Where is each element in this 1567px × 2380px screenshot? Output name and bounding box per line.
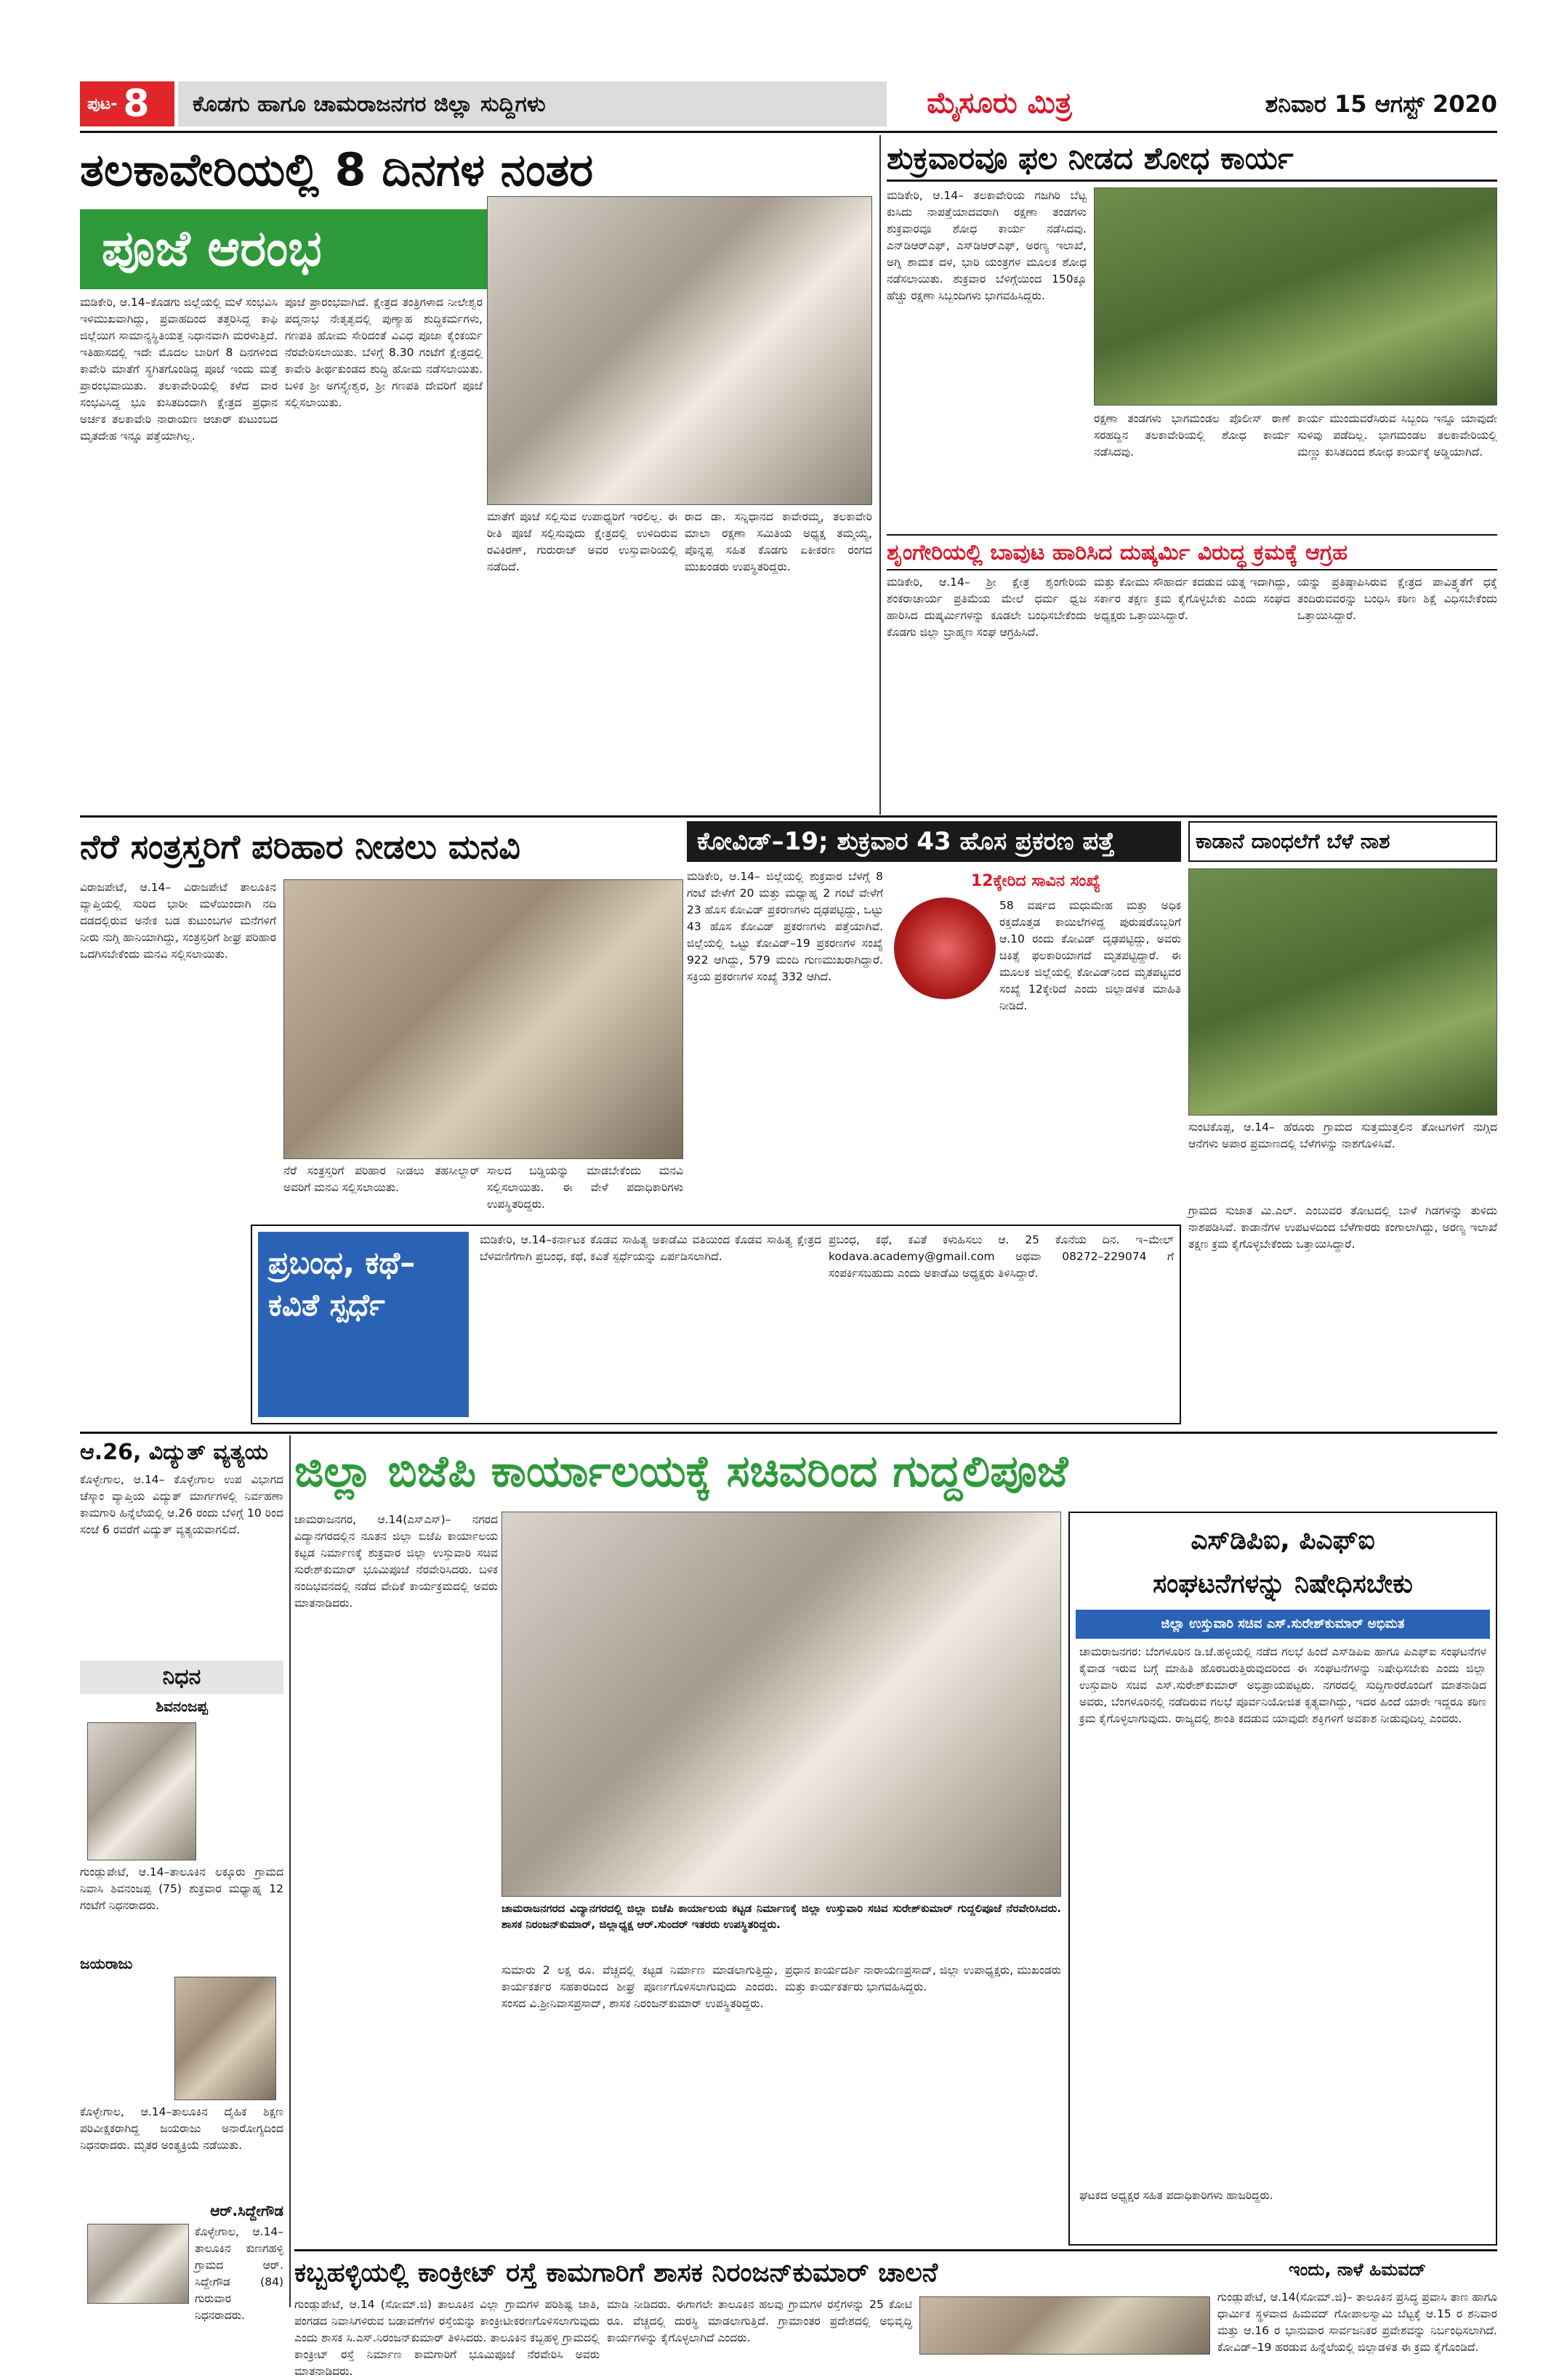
nere-col2: ಸಾಲದ ಬಡ್ಡಿಯನ್ನು ಮಾಡಬೇಕೆಂದು ಮನವಿ ಸಲ್ಲಿಸಲಾಯಿತು. ಈ ವೇಳೆ ಪದಾಧಿಕಾರಿಗಳು ಉಪಸ್ಥಿತರಿದ್ದರು.: [487, 1164, 683, 1211]
newspaper-logo: ಮೈಸೂರು ಮಿತ್ರ: [927, 85, 1072, 120]
sringeri-col2: ಮತ್ತು ಕೋಮು ಸೌಹಾರ್ದ ಕದಡುವ ಯತ್ನ ಇದಾಗಿದ್ದು, ಸರ್ಕಾರ ತಕ್ಷಣ ಕ್ರಮ ಕೈಗೊಳ್ಳಬೇಕು ಎಂದು ಸಂಘದ ಅಧ್ಯಕ್ಷರು ಒತ್ತಾಯಿಸಿದ್ದಾರೆ.: [1094, 576, 1290, 622]
covid-headline: ಕೋವಿಡ್–19; ಶುಕ್ರವಾರ 43 ಹೊಸ ಪ್ರಕರಣ ಪತ್ತೆ: [687, 821, 1181, 862]
himavad-body: ಗುಂಡ್ಲುಪೇಟೆ, ಆ.14(ಸೋಮ್.ಜಿ)– ತಾಲೂಕಿನ ಪ್ರಸಿದ್ಧ ಪ್ರವಾಸಿ ತಾಣ ಹಾಗೂ ಧಾರ್ಮಿಕ ಸ್ಥಳವಾದ ಹಿಮವದ್ ಗೋಪಾಲಸ್ವಾಮಿ ಬೆಟ್ಟಕ್ಕೆ ಆ.15 ರ ಶನಿವಾರ ಮತ್ತು ಆ.16 ರ ಭಾನುವಾರ ಸಾರ್ವಜನಿಕರ ಪ್ರವೇಶವನ್ನು ನಿರ್ಬಂಧಿಸಲಾಗಿದೆ. ಕೋವಿಡ್–19 ಹರಡುವ ಹಿನ್ನೆಲೆಯಲ್ಲಿ ಜಿಲ್ಲಾಡಳಿತ ಈ ಕ್ರಮ ಕೈಗೊಂಡಿದೆ.: [1217, 2291, 1497, 2354]
nere-photo: [283, 879, 683, 1159]
kabbahalli-photo: [919, 2296, 1210, 2355]
nere-caption: ನೆರೆ ಸಂತ್ರಸ್ತರಿಗೆ ಪರಿಹಾರ ನೀಡಲು ತಹಸೀಲ್ದಾರ್ ಅವರಿಗೆ ಮನವಿ ಸಲ್ಲಿಸಲಾಯಿತು.: [283, 1164, 480, 1194]
landslide-photo: [1094, 187, 1497, 406]
sdpi-kicker: ಜಿಲ್ಲಾ ಉಸ್ತುವಾರಿ ಸಚಿವ ಎಸ್.ಸುರೇಶ್‌ಕುಮಾರ್ ಅಭಿಮತ: [1076, 1610, 1490, 1639]
nidhana-person2-name: ಜಯರಾಜು: [80, 1955, 133, 1972]
talakaveri-col1: ಮಡಿಕೇರಿ, ಆ.14–ಕೊಡಗು ಜಿಲ್ಲೆಯಲ್ಲಿ ಮಳೆ ಸಂಭವಿಸಿ ಇಳಿಮುಖವಾಗಿದ್ದು, ಪ್ರವಾಹದಿಂದ ತತ್ತರಿಸಿದ್ದ ಕಾಫಿ ಜಿಲ್ಲೆಯಿಗ ಸಾಮಾನ್ಯಸ್ಥಿತಿಯತ್ತ ನಿಧಾನವಾಗಿ ಮರಳುತ್ತಿದೆ. ಇತಿಹಾಸದಲ್ಲಿ ಇದೇ ಮೊದಲ ಬಾರಿಗೆ 8 ದಿನಗಳಿಂದ ಕಾವೇರಿ ಮಾತೆಗೆ ಸ್ಥಗಿತಗೊಂಡಿದ್ದ ಪೂಜೆ ಇಂದು ಮತ್ತೆ ಪ್ರಾರಂಭವಾಯಿತು. ತಲಕಾವೇರಿಯಲ್ಲಿ ಕಳೆದ ವಾರ ಸಂಭವಿಸಿದ್ದ ಭೂ ಕುಸಿತದಿಂದಾಗಿ ಕ್ಷೇತ್ರದ ಪ್ರಧಾನ ಅರ್ಚಕ ತಲಕಾವೇರಿ ನಾರಾಯಣ ಆಚಾರ್ ಕುಟುಂಬದ ಮೃತದೇಹ ಇನ್ನೂ ಪತ್ತೆಯಾಗಿಲ್ಲ.: [80, 296, 278, 443]
sdpi-headline-1: ಎಸ್‌ಡಿಪಿಐ, ಪಿಎಫ್‌ಐ: [1191, 1525, 1375, 1555]
page-number: 8: [123, 82, 150, 126]
nidhana-person1-photo: [87, 1722, 196, 1860]
nidhana-title: ನಿಧನ: [80, 1661, 283, 1694]
kadane-caption: ಸುಂಟಿಕೊಪ್ಪ, ಆ.14– ಹೆರೂರು ಗ್ರಾಮದ ಸುತ್ತಮುತ್ತಲಿನ ತೋಟಗಳಿಗೆ ನುಗ್ಗಿದ ಆನೆಗಳು ಅಪಾರ ಪ್ರಮಾಣದಲ್ಲಿ ಬೆಳೆಗಳನ್ನು ನಾಶಗೊಳಿಸಿವೆ.: [1188, 1121, 1497, 1150]
issue-date: ಶನಿವಾರ 15 ಆಗಸ್ಟ್ 2020: [1265, 89, 1497, 118]
shodha-col2: ಕಾರ್ಯ ಮುಂದುವರೆಸಿರುವ ಸಿಬ್ಬಂದಿ ಇನ್ನೂ ಯಾವುದೇ ಸುಳಿವು ಪಡೆದಿಲ್ಲ. ಭಾಗಮಂಡಲ ತಲಕಾವೇರಿಯಲ್ಲಿ ಮಣ್ಣು ಕುಸಿತದಿಂದ ಶೋಧ ಕಾರ್ಯಕ್ಕೆ ಅಡ್ಡಿಯಾಗಿದೆ.: [1297, 412, 1497, 459]
bjp-headline: ಜಿಲ್ಲಾ ಬಿಜೆಪಿ ಕಾರ್ಯಾಲಯಕ್ಕೆ ಸಚಿವರಿಂದ ಗುದ್ದಲಿಪೂಜೆ: [294, 1446, 1068, 1497]
talakaveri-col3: ಮಾತೆಗೆ ಪೂಜೆ ಸಲ್ಲಿಸುವ ಉಪಾಧ್ಯರಿಗೆ ಇರಲಿಲ್ಲ. ಈ ರೀತಿ ಪೂಜೆ ಸಲ್ಲಿಸುವುದು ಕ್ಷೇತ್ರದಲ್ಲಿ ಉಳಿದಿರುವ ರವಿಕಿರಣ್, ಗುರುರಾಜ್ ಅವರ ಉಸ್ತುವಾರಿಯಲ್ಲಿ ನಡೆದಿದೆ.: [487, 510, 677, 573]
nere-headline: ನೆರೆ ಸಂತ್ರಸ್ತರಿಗೆ ಪರಿಹಾರ ನೀಡಲು ಮನವಿ: [80, 827, 520, 866]
divider: [289, 1435, 291, 2307]
sringeri-col1: ಮಡಿಕೇರಿ, ಆ.14– ಶ್ರೀ ಕ್ಷೇತ್ರ ಶೃಂಗೇರಿಯ ಶಂಕರಾಚಾರ್ಯ ಪ್ರತಿಮೆಯ ಮೇಲೆ ಧರ್ಮ ಧ್ವಜ ಹಾರಿಸಿದ ದುಷ್ಕರ್ಮಿಗಳನ್ನು ಕೂಡಲೇ ಬಂಧಿಸಬೇಕೆಂದು ಕೊಡಗು ಜಿಲ್ಲಾ ಬ್ರಾಹ್ಮಣ ಸಂಘ ಆಗ್ರಹಿಸಿದೆ.: [887, 576, 1087, 639]
section-rule: [80, 815, 1497, 818]
nere-col1: ವಿರಾಜಪೇಟೆ, ಆ.14– ವಿರಾಜಪೇಟೆ ತಾಲೂಕಿನ ವ್ಯಾಪ್ತಿಯಲ್ಲಿ ಸುರಿದ ಭಾರೀ ಮಳೆಯಿಂದಾಗಿ ನದಿ ದಡದಲ್ಲಿರುವ ಅನೇಕ ಬಡ ಕುಟುಂಬಗಳ ಮನೆಗಳಿಗೆ ನೀರು ನುಗ್ಗಿ ಹಾನಿಯಾಗಿದ್ದು, ಸಂತ್ರಸ್ತರಿಗೆ ಶೀಘ್ರ ಪರಿಹಾರ ಒದಗಿಸಬೇಕೆಂದು ಮನವಿ ಸಲ್ಲಿಸಲಾಯಿತು.: [80, 881, 276, 961]
bjp-col2: ಸುಮಾರು 2 ಲಕ್ಷ ರೂ. ವೆಚ್ಚದಲ್ಲಿ ಕಟ್ಟಡ ನಿರ್ಮಾಣ ಮಾಡಲಾಗುತ್ತಿದ್ದು, ಕಾರ್ಯಕರ್ತರ ಸಹಕಾರದಿಂದ ಶೀಘ್ರ ಪೂರ್ಣಗೊಳಿಸಲಾಗುವುದು ಎಂದರು. ಸಂಸದ ವಿ.ಶ್ರೀನಿವಾಸಪ್ರಸಾದ್, ಶಾಸಕ ನಿರಂಜನ್‌ಕುಮಾರ್ ಉಪಸ್ಥಿತರಿದ್ದರು.: [501, 1964, 778, 2010]
sringeri-col3: ಯನ್ನು ಪ್ರತಿಷ್ಠಾಪಿಸಿರುವ ಕ್ಷೇತ್ರದ ಪಾವಿತ್ರ್ಯತೆಗೆ ಧಕ್ಕೆ ತಂದಿರುವವರನ್ನು ಬಂಧಿಸಿ ಕಠಿಣ ಶಿಕ್ಷೆ ವಿಧಿಸಬೇಕೆಂದು ಒತ್ತಾಯಿಸಿದ್ದಾರೆ.: [1297, 576, 1497, 622]
page-label: ಪುಟ-: [87, 94, 118, 113]
kadane-col: ಗ್ರಾಮದ ಸುಜಾತ ಮಿ.ಎಲ್. ಎಂಬುವರ ತೋಟದಲ್ಲಿ ಬಾಳೆ ಗಿಡಗಳನ್ನು ತುಳಿದು ನಾಶಪಡಿಸಿವೆ. ಕಾಡಾನೆಗಳ ಉಪಟಳದಿಂದ ಬೆಳೆಗಾರರು ಕಂಗಾಲಾಗಿದ್ದು, ಅರಣ್ಯ ಇಲಾಖೆ ತಕ್ಷಣ ಕ್ರಮ ಕೈಗೊಳ್ಳಬೇಕೆಂದು ಒತ್ತಾಯಿಸಿದ್ದಾರೆ.: [1188, 1204, 1497, 1251]
sdpi-body: ಚಾಮರಾಜನಗರ: ಬೆಂಗಳೂರಿನ ಡಿ.ಜೆ.ಹಳ್ಳಿಯಲ್ಲಿ ನಡೆದ ಗಲಭೆ ಹಿಂದೆ ಎಸ್‌ಡಿಪಿಐ ಹಾಗೂ ಪಿಎಫ್‌ಐ ಸಂಘಟನೆಗಳ ಕೈವಾಡ ಇರುವ ಬಗ್ಗೆ ಮಾಹಿತಿ ಹೊರಬರುತ್ತಿರುವುದರಿಂದ ಈ ಸಂಘಟನೆಗಳನ್ನು ನಿಷೇಧಿಸಬೇಕು ಎಂದು ಜಿಲ್ಲಾ ಉಸ್ತುವಾರಿ ಸಚಿವ ಎಸ್.ಸುರೇಶ್‌ಕುಮಾರ್ ಅಭಿಪ್ರಾಯಪಟ್ಟರು. ನಗರದಲ್ಲಿ ಸುದ್ದಿಗಾರರೊಂದಿಗೆ ಮಾತನಾಡಿದ ಅವರು, ಬೆಂಗಳೂರಿನಲ್ಲಿ ನಡೆದಿರುವ ಗಲಭೆ ಪೂರ್ವನಿಯೋಜಿತ ಕೃತ್ಯವಾಗಿದ್ದು, ಇದರ ಹಿಂದೆ ಯಾರೇ ಇದ್ದರೂ ಕಠಿಣ ಕ್ರಮ ಕೈಗೊಳ್ಳಲಾಗುವುದು. ರಾಜ್ಯದಲ್ಲಿ ಶಾಂತಿ ಕದಡುವ ಯಾವುದೇ ಶಕ್ತಿಗಳಿಗೆ ಅವಕಾಶ ನೀಡುವುದಿಲ್ಲ ಎಂದರು.: [1079, 1645, 1486, 1725]
talakaveri-photo: [487, 196, 872, 505]
shodha-caption: ರಕ್ಷಣಾ ತಂಡಗಳು ಭಾಗಮಂಡಲ ಪೊಲೀಸ್ ಠಾಣೆ ಸರಹದ್ದಿನ ತಲಕಾವೇರಿಯಲ್ಲಿ ಶೋಧ ಕಾರ್ಯ ನಡೆಸಿದವು.: [1094, 412, 1290, 459]
section-rule: [80, 1432, 1497, 1434]
shodha-col1: ಮಡಿಕೇರಿ, ಆ.14– ತಲಕಾವೇರಿಯ ಗಜಗಿರಿ ಬೆಟ್ಟ ಕುಸಿದು ನಾಪತ್ತೆಯಾದವರಾಗಿ ರಕ್ಷಣಾ ತಂಡಗಳು ಶುಕ್ರವಾರವೂ ಶೋಧ ಕಾರ್ಯ ನಡೆಸಿದವು. ಎನ್‌ಡಿಆರ್‌ಎಫ್, ಎಸ್‌ಡಿಆರ್‌ಎಫ್, ಅರಣ್ಯ ಇಲಾಖೆ, ಅಗ್ನಿ ಶಾಮಕ ದಳ, ಭಾರಿ ಯಂತ್ರಗಳ ಮೂಲಕ ಶೋಧ ನಡೆಸಲಾಯಿತು. ಶುಕ್ರವಾರ ಬೆಳಿಗ್ಗೆಯಿಂದ 150ಕ್ಕೂ ಹೆಚ್ಚು ರಕ್ಷಣಾ ಸಿಬ್ಬಂದಿಗಳು ಭಾಗವಹಿಸಿದ್ದರು.: [887, 189, 1087, 302]
talakaveri-headline: ತಲಕಾವೇರಿಯಲ್ಲಿ 8 ದಿನಗಳ ನಂತರ: [80, 143, 594, 196]
kabbahalli-col2: ಮಾಡಿ ನೀಡಿದರು. ಈಗಾಗಲೇ ತಾಲೂಕಿನ ಹಲವು ಗ್ರಾಮಗಳ ರಸ್ತೆಗಳನ್ನು 25 ಕೋಟಿ ರೂ. ವೆಚ್ಚದಲ್ಲಿ ದುರಸ್ಥಿ ಮಾಡಲಾಗುತ್ತಿದೆ. ಗ್ರಾಮಾಂತರ ಪ್ರದೇಶದಲ್ಲಿ ಅಭಿವೃದ್ಧಿ ಕಾರ್ಯಗಳನ್ನು ಕೈಗೊಳ್ಳಲಾಗಿದೆ ಎಂದರು.: [607, 2298, 912, 2344]
covid-subhead: 12ಕ್ಕೇರಿದ ಸಾವಿನ ಸಂಖ್ಯೆ: [970, 872, 1101, 890]
masthead-rule: [80, 131, 1497, 133]
section-rule: [294, 2249, 1497, 2251]
sringeri-headline: ಶೃಂಗೇರಿಯಲ್ಲಿ ಬಾವುಟ ಹಾರಿಸಿದ ದುಷ್ಕರ್ಮಿ ವಿರುದ್ಧ ಕ್ರಮಕ್ಕೆ ಆಗ್ರಹ: [887, 534, 1497, 570]
shodha-headline: ಶುಕ್ರವಾರವೂ ಫಲ ನೀಡದ ಶೋಧ ಕಾರ್ಯ: [887, 135, 1497, 182]
virus-icon: [894, 897, 996, 999]
bjp-photo-caption: ಚಾಮರಾಜನಗರದ ವಿದ್ಯಾನಗರದಲ್ಲಿ ಜಿಲ್ಲಾ ಬಿಜೆಪಿ ಕಾರ್ಯಾಲಯ ಕಟ್ಟಡ ನಿರ್ಮಾಣಕ್ಕೆ ಜಿಲ್ಲಾ ಉಸ್ತುವಾರಿ ಸಚಿವ ಸುರೇಶ್‌ಕುಮಾರ್ ಗುದ್ದಲಿಪೂಜೆ ನೆರವೇರಿಸಿದರು. ಶಾಸಕ ನಿರಂಜನ್‌ಕುಮಾರ್, ಜಿಲ್ಲಾಧ್ಯಕ್ಷ ಆರ್.ಸುಂದರ್ ಇತರರು ಉಪಸ್ಥಿತರಿದ್ದರು.: [501, 1902, 1061, 1931]
prabandha-col1: ಮಡಿಕೇರಿ, ಆ.14–ಕರ್ನಾಟಕ ಕೊಡವ ಸಾಹಿತ್ಯ ಅಕಾಡೆಮಿ ವತಿಯಿಂದ ಕೊಡವ ಸಾಹಿತ್ಯ ಕ್ಷೇತ್ರದ ಬೆಳವಣಿಗೆಗಾಗಿ ಪ್ರಬಂಧ, ಕಥೆ, ಕವಿತೆ ಸ್ಪರ್ಧೆಯನ್ನು ಏರ್ಪಡಿಸಲಾಗಿದೆ.: [480, 1233, 821, 1263]
vidyut-body: ಕೊಳ್ಳೇಗಾಲ, ಆ.14– ಕೊಳ್ಳೇಗಾಲ ಉಪ ವಿಭಾಗದ ಚೆಸ್ಕಾಂ ವ್ಯಾಪ್ತಿಯ ವಿದ್ಯುತ್ ಮಾರ್ಗಗಳಲ್ಲಿ ನಿರ್ವಹಣಾ ಕಾಮಗಾರಿ ಹಿನ್ನೆಲೆಯಲ್ಲಿ ಆ.26 ರಂದು ಬೆಳಿಗ್ಗೆ 10 ರಿಂದ ಸಂಜೆ 6 ರವರೆಗೆ ವಿದ್ಯುತ್ ವ್ಯತ್ಯಯವಾಗಲಿದೆ.: [80, 1473, 283, 1536]
talakaveri-col4: ರಾದ ಡಾ. ಸನ್ನಿಧಾನದ ಕಾವೇರಮ್ಮ, ತಲಕಾವೇರಿ ಮಾಲಾ ರಕ್ಷಣಾ ಸಮಿತಿಯ ಅಧ್ಯಕ್ಷ ತಮ್ಮಯ್ಯ, ಪೊನ್ನಪ್ಪ ಸಹಿತ ಕೊಡಗು ಏಕೀಕರಣ ರಂಗದ ಮುಖಂಡರು ಉಪಸ್ಥಿತರಿದ್ದರು.: [685, 510, 872, 573]
talakaveri-col2: ಪೂಜೆ ಪ್ರಾರಂಭವಾಗಿದೆ. ಕ್ಷೇತ್ರದ ತಂತ್ರಿಗಳಾದ ನೀಲೇಶ್ವರ ಪದ್ಮನಾಭ ನೇತೃತ್ವದಲ್ಲಿ ಪುಣ್ಯಾಹ ಶುದ್ಧಿಕರ್ಮಗಳು, ಗಣಪತಿ ಹೋಮ ಸೇರಿದಂತೆ ವಿವಿಧ ಪೂಜಾ ಕೈಂಕರ್ಯ ನೆರವೇರಿಸಲಾಯಿತು. ಬೆಳಿಗ್ಗೆ 8.30 ಗಂಟೆಗೆ ಕ್ಷೇತ್ರದಲ್ಲಿ ಕಾವೇರಿ ತೀರ್ಥಕುಂಡದ ಶುದ್ಧಿ ಹೋಮ ನಡೆಸಲಾಯಿತು. ಬಳಿಕ ಶ್ರೀ ಅಗಸ್ತ್ಯೇಶ್ವರ, ಶ್ರೀ ಗಣಪತಿ ದೇವರಿಗೆ ಪೂಜೆ ಸಲ್ಲಿಸಲಾಯಿತು.: [285, 296, 483, 409]
nidhana-person2-photo: [174, 1977, 276, 2100]
nidhana-person2-text: ಕೊಳ್ಳೇಗಾಲ, ಆ.14–ತಾಲೂಕಿನ ದೈಹಿಕ ಶಿಕ್ಷಣ ಪರಿವೀಕ್ಷಕರಾಗಿದ್ದ ಜಯರಾಜು ಅನಾರೋಗ್ಯದಿಂದ ನಿಧನರಾದರು. ಮೃತರ ಅಂತ್ಯಕ್ರಿಯೆ ನಡೆಯಿತು.: [80, 2105, 283, 2152]
bjp-ceremony-photo: [501, 1512, 1061, 1897]
elephant-damage-photo: [1188, 868, 1497, 1116]
sdpi-footer: ಘಟಕದ ಅಧ್ಯಕ್ಷರ ಸಹಿತ ಪದಾಧಿಕಾರಿಗಳು ಹಾಜರಿದ್ದರು.: [1079, 2189, 1273, 2202]
covid-col2: 58 ವರ್ಷದ ಮಧುಮೇಹ ಮತ್ತು ಅಧಿಕ ರಕ್ತದೊತ್ತಡ ಕಾಯಿಲೆಗಳಿದ್ದ ಪುರುಷರೊಬ್ಬರಿಗೆ ಆ.10 ರಂದು ಕೋವಿಡ್ ದೃಢಪಟ್ಟಿದ್ದು, ಅವರು ಚಿಕಿತ್ಸೆ ಫಲಕಾರಿಯಾಗದೆ ಮೃತಪಟ್ಟಿದ್ದಾರೆ. ಈ ಮೂಲಕ ಜಿಲ್ಲೆಯಲ್ಲಿ ಕೋವಿಡ್‌ನಿಂದ ಮೃತಪಟ್ಟವರ ಸಂಖ್ಯೆ 12ಕ್ಕೇರಿದೆ ಎಂದು ಜಿಲ್ಲಾಡಳಿತ ಮಾಹಿತಿ ನೀಡಿದೆ.: [999, 899, 1181, 1012]
divider: [879, 135, 881, 815]
kadane-headline: ಕಾಡಾನೆ ದಾಂಧಲೆಗೆ ಬೆಳೆ ನಾಶ: [1188, 821, 1497, 862]
sdpi-headline-2: ಸಂಘಟನೆಗಳನ್ನು ನಿಷೇಧಿಸಬೇಕು: [1153, 1569, 1413, 1599]
vidyut-headline: ಆ.26, ವಿದ್ಯುತ್ ವ್ಯತ್ಯಯ: [80, 1440, 268, 1465]
covid-col1: ಮಡಿಕೇರಿ, ಆ.14– ಜಿಲ್ಲೆಯಲ್ಲಿ ಶುಕ್ರವಾರ ಬೆಳಗ್ಗೆ 8 ಗಂಟೆ ವೇಳೆಗೆ 20 ಮತ್ತು ಮಧ್ಯಾಹ್ನ 2 ಗಂಟೆ ವೇಳೆಗೆ 23 ಹೊಸ ಕೋವಿಡ್ ಪ್ರಕರಣಗಳು ದೃಢಪಟ್ಟಿದ್ದು, ಒಟ್ಟು 43 ಹೊಸ ಕೋವಿಡ್ ಪ್ರಕರಣಗಳು ಪತ್ತೆಯಾಗಿವೆ. ಜಿಲ್ಲೆಯಲ್ಲಿ ಒಟ್ಟು ಕೋವಿಡ್–19 ಪ್ರಕರಣಗಳ ಸಂಖ್ಯೆ 922 ಆಗಿದ್ದು, 579 ಮಂದಿ ಗುಣಮುಖರಾಗಿದ್ದಾರೆ. ಸಕ್ರಿಯ ಪ್ರಕರಣಗಳ ಸಂಖ್ಯೆ 332 ಆಗಿದೆ.: [687, 870, 883, 983]
page-number-box: [80, 81, 174, 126]
kabbahalli-headline: ಕಬ್ಬಹಳ್ಳಿಯಲ್ಲಿ ಕಾಂಕ್ರೀಟ್ ರಸ್ತೆ ಕಾಮಗಾರಿಗೆ ಶಾಸಕ ನಿರಂಜನ್‌ಕುಮಾರ್ ಚಾಲನೆ: [294, 2258, 938, 2288]
nidhana-person3-photo: [87, 2224, 189, 2304]
prabandha-col2: ಪ್ರಬಂಧ, ಕಥೆ, ಕವಿತೆ ಕಳುಹಿಸಲು ಆ. 25 ಕೊನೆಯ ದಿನ. ಇ–ಮೇಲ್ kodava.academy@gmail.com ಅಥವಾ 08272–229074 ಗೆ ಸಂಪರ್ಕಿಸಬಹುದು ಎಂದು ಅಕಾಡೆಮಿ ಅಧ್ಯಕ್ಷರು ತಿಳಿಸಿದ್ದಾರೆ.: [829, 1233, 1174, 1280]
talakaveri-subhead: ಪೂಜೆ ಆರಂಭ: [80, 209, 487, 289]
nidhana-person1-text: ಗುಂಡ್ಲುಪೇಟೆ, ಆ.14–ತಾಲೂಕಿನ ಲಕ್ಕೂರು ಗ್ರಾಮದ ನಿವಾಸಿ ಶಿವನಂಜಪ್ಪ (75) ಶುಕ್ರವಾರ ಮಧ್ಯಾಹ್ನ 12 ಗಂಟೆಗೆ ನಿಧನರಾದರು.: [80, 1865, 283, 1912]
nidhana-person3-name: ಆರ್.ಸಿದ್ದೇಗೌಡ: [210, 2202, 283, 2219]
bjp-col3: ಪ್ರಧಾನ ಕಾರ್ಯದರ್ಶಿ ನಾರಾಯಣಪ್ರಸಾದ್, ಜಿಲ್ಲಾ ಉಪಾಧ್ಯಕ್ಷರು, ಮುಖಂಡರು ಮತ್ತು ಕಾರ್ಯಕರ್ತರು ಭಾಗವಹಿಸಿದ್ದರು.: [785, 1964, 1061, 1993]
nidhana-person1-name: ಶಿವನಂಜಪ್ಪ: [156, 1698, 208, 1715]
kabbahalli-col1: ಗುಂಡ್ಲುಪೇಟೆ, ಆ.14 (ಸೋಮ್.ಜಿ) ತಾಲೂಕಿನ ವಿಲ್ಲಾ ಗ್ರಾಮಗಳ ಪರಿಶಿಷ್ಟ ಜಾತಿ, ಪಂಗಡದ ನಿವಾಸಿಗಳಿರುವ ಬಡಾವಣೆಗಳ ರಸ್ತೆಯನ್ನು ಕಾಂಕ್ರೀಟೀಕರಣಗೊಳಿಸಲಾಗುವುದು ಎಂದು ಶಾಸಕ ಸಿ.ಎಸ್.ನಿರಂಜನ್‌ಕುಮಾರ್ ತಿಳಿಸಿದರು. ತಾಲೂಕಿನ ಕಬ್ಬಹಳ್ಳಿ ಗ್ರಾಮದಲ್ಲಿ ಕಾಂಕ್ರೀಟ್ ರಸ್ತೆ ನಿರ್ಮಾಣ ಕಾಮಗಾರಿಗೆ ಭೂಮಿಪೂಜೆ ನೆರವೇರಿಸಿ ಅವರು ಮಾತನಾಡಿದರು.: [294, 2298, 600, 2378]
nidhana-person3-text: ಕೊಳ್ಳೇಗಾಲ, ಆ.14– ತಾಲೂಕಿನ ಕುಣಗಹಳ್ಳಿ ಗ್ರಾಮದ ಆರ್. ಸಿದ್ದೇಗೌಡ (84) ಗುರುವಾರ ನಿಧನರಾದರು.: [195, 2225, 283, 2322]
section-title: ಕೊಡಗು ಹಾಗೂ ಚಾಮರಾಜನಗರ ಜಿಲ್ಲಾ ಸುದ್ದಿಗಳು: [178, 81, 887, 126]
himavad-headline-1: ಇಂದು, ನಾಳೆ ಹಿಮವದ್: [1288, 2259, 1426, 2280]
prabandha-title: ಪ್ರಬಂಧ, ಕಥೆ–ಕವಿತೆ ಸ್ಪರ್ಧೆ: [258, 1232, 469, 1417]
bjp-col1: ಚಾಮರಾಜನಗರ, ಆ.14(ಎಸ್‌ಎಸ್)– ನಗರದ ವಿದ್ಯಾನಗರದಲ್ಲಿನ ನೂತನ ಜಿಲ್ಲಾ ಬಿಜೆಪಿ ಕಾರ್ಯಾಲಯ ಕಟ್ಟಡ ನಿರ್ಮಾಣಕ್ಕೆ ಶುಕ್ರವಾರ ಜಿಲ್ಲಾ ಉಸ್ತುವಾರಿ ಸಚಿವ ಸುರೇಶ್‌ಕುಮಾರ್ ಭೂಮಿಪೂಜೆ ನೆರವೇರಿಸಿದರು. ಬಳಿಕ ನಂದಿಭವನದಲ್ಲಿ ನಡೆದ ವೇದಿಕೆ ಕಾರ್ಯಕ್ರಮದಲ್ಲಿ ಅವರು ಮಾತನಾಡಿದರು.: [294, 1513, 498, 1610]
